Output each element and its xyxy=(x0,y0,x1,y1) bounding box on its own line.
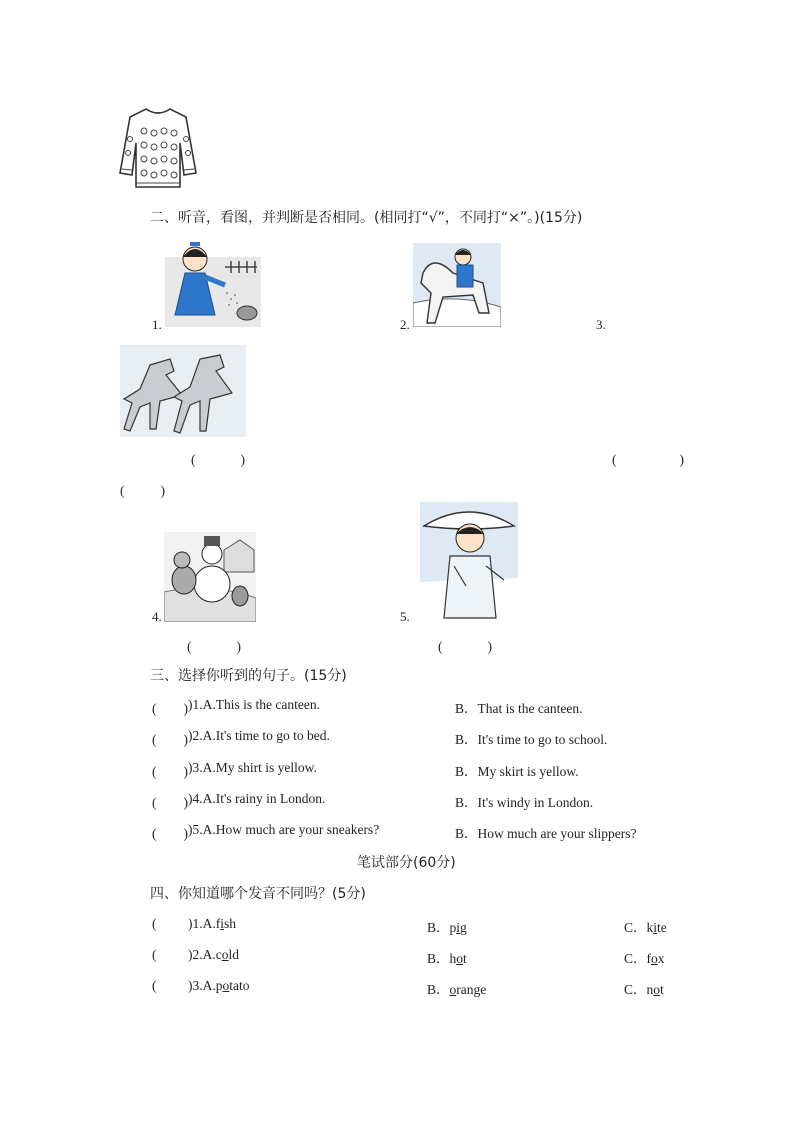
section-3-heading: 三、选择你听到的句子。(15分) xyxy=(150,668,347,684)
label-3: 3. xyxy=(596,317,606,332)
label-1: 1. xyxy=(152,317,162,332)
label-2: 2. xyxy=(400,317,410,332)
answer-bracket-1[interactable]: ( ) xyxy=(191,452,251,467)
written-part-title: 笔试部分(60分) xyxy=(357,855,456,871)
picture-girl-feeding xyxy=(165,237,261,327)
s3-option-a-1: )1.A.This is the canteen. xyxy=(188,697,320,712)
s4-option-c-1: C．kite xyxy=(624,920,667,935)
s4-option-c-3: C．not xyxy=(624,982,664,997)
s3-option-a-2: )2.A.It's time to go to bed. xyxy=(188,728,330,743)
s4-option-c-2: C．fox xyxy=(624,951,665,966)
s3-option-b-2: B．It's time to go to school. xyxy=(455,732,608,747)
s4-option-b-3: B．orange xyxy=(427,982,487,997)
answer-bracket-3[interactable]: ( ) xyxy=(120,483,168,498)
s3-option-b-4: B．It's windy in London. xyxy=(455,795,594,810)
s4-paren-1[interactable]: ( xyxy=(152,916,157,931)
s4-paren-3[interactable]: ( xyxy=(152,978,157,993)
s3-option-b-5: B．How much are your slippers? xyxy=(455,826,637,841)
s3-option-a-4: )4.A.It's rainy in London. xyxy=(188,791,326,806)
section-2-heading: 二、听音，看图，并判断是否相同。(相同打“√”，不同打“×”。)(15分) xyxy=(150,210,583,226)
s3-option-b-3: B．My skirt is yellow. xyxy=(455,764,579,779)
s3-option-b-1: B．That is the canteen. xyxy=(455,701,583,716)
s3-option-a-5: )5.A.How much are your sneakers? xyxy=(188,822,380,837)
s3-paren-2[interactable]: ( ) xyxy=(152,732,188,747)
label-5: 5. xyxy=(400,609,410,624)
section-4-heading: 四、你知道哪个发音不同吗？(5分) xyxy=(150,886,366,902)
label-4: 4. xyxy=(152,609,162,624)
picture-boy-with-hat xyxy=(420,502,518,622)
s3-paren-3[interactable]: ( ) xyxy=(152,764,188,779)
s3-paren-4[interactable]: ( ) xyxy=(152,795,188,810)
s4-option-a-2: )2.A.cold xyxy=(188,947,240,962)
s3-paren-1[interactable]: ( ) xyxy=(152,701,188,716)
picture-boy-riding-horse xyxy=(413,243,501,327)
picture-snowman xyxy=(164,532,256,622)
s4-option-b-2: B．hot xyxy=(427,951,467,966)
s4-option-a-3: )3.A.potato xyxy=(188,978,250,993)
s3-paren-5[interactable]: ( ) xyxy=(152,826,188,841)
sweater-picture xyxy=(118,103,198,191)
s4-option-a-1: )1.A.fish xyxy=(188,916,237,931)
s4-option-b-1: B．pig xyxy=(427,920,467,935)
answer-bracket-5[interactable]: ( ) xyxy=(438,639,498,654)
answer-bracket-2[interactable]: ( ) xyxy=(612,452,696,467)
picture-two-horses xyxy=(120,345,246,437)
answer-bracket-4[interactable]: ( ) xyxy=(187,639,247,654)
s3-option-a-3: )3.A.My shirt is yellow. xyxy=(188,760,317,775)
s4-paren-2[interactable]: ( xyxy=(152,947,157,962)
